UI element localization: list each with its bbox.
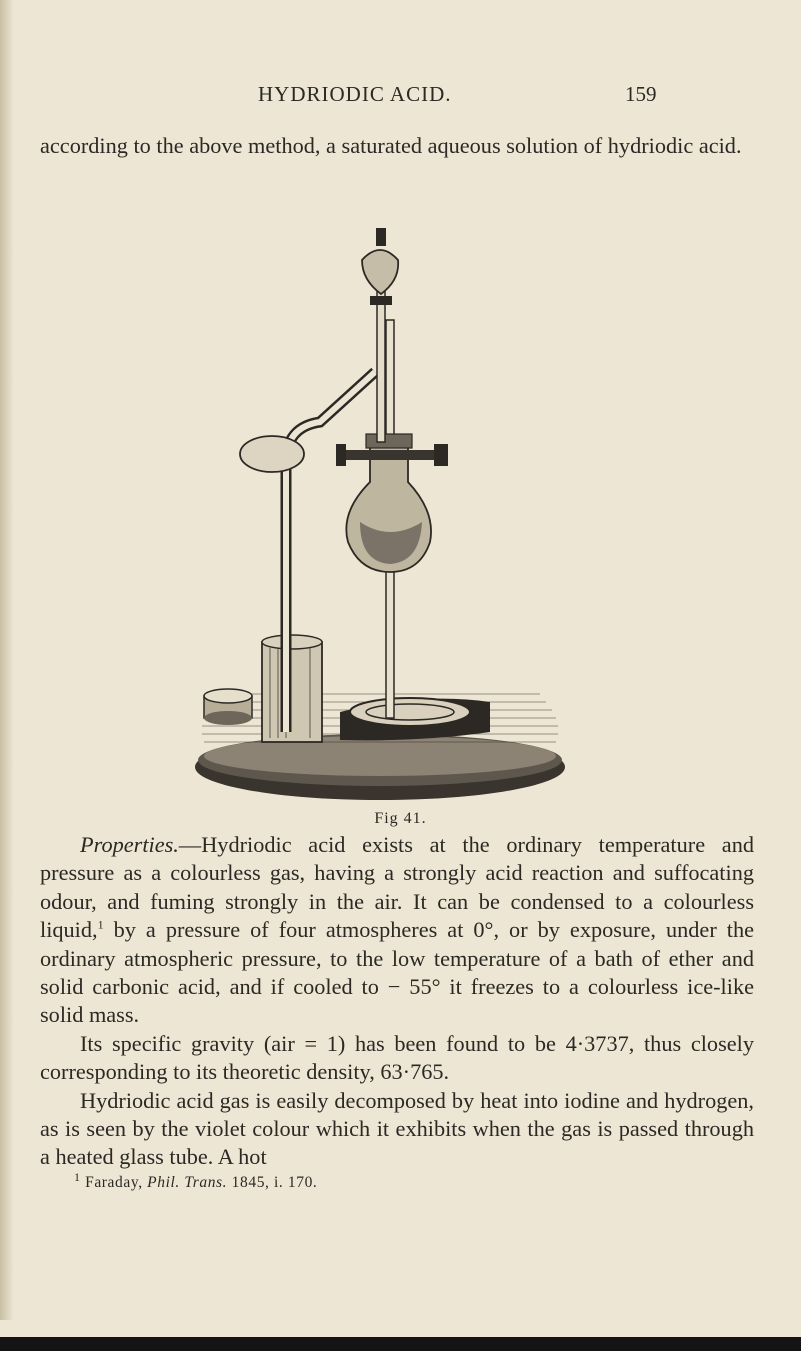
collecting-jar <box>262 635 322 742</box>
tube-bend <box>240 436 304 472</box>
properties-section <box>40 831 754 1172</box>
footnote-marker: 1 <box>97 917 104 932</box>
footnote-journal: Phil. Trans. <box>147 1174 228 1191</box>
gravity-paragraph: Its specific gravity (air = 1) has been found to be 4·3737, thus closely corresponding to its theoretic density, 63·765. <box>40 1030 754 1085</box>
footnote-author: Faraday, <box>85 1174 143 1191</box>
apparatus-illustration <box>190 212 570 804</box>
decomposition-paragraph: Hydriodic acid gas is easily decomposed by heat into iodine and hydrogen, as is seen by the violet colour which it exhibits when the gas is passed through a heated glass tube. A hot <box>40 1087 754 1170</box>
scan-bottom-edge <box>0 1337 801 1351</box>
footnote-number: 1 <box>74 1169 81 1184</box>
figure-caption: Fig 41. <box>374 810 427 827</box>
footnote <box>74 1169 318 1192</box>
paragraph-top <box>40 132 754 160</box>
paragraph-top-text: according to the above method, a saturated aqueous solution of hydriodic acid. <box>40 133 742 158</box>
properties-text-1: —Hydriodic acid exists at the ordinary temperature and pressure as a colourless gas, having a strongly acid reaction and suffocating odour, and fuming strongly in the air. It can be condensed to a colourless liquid, <box>40 832 754 943</box>
running-header <box>0 82 801 108</box>
page-number: 159 <box>625 82 657 106</box>
small-dish <box>204 689 252 725</box>
header-title: HYDRIODIC ACID. <box>258 82 452 106</box>
properties-lead: Properties. <box>80 832 179 857</box>
properties-text-2: by a pressure of four atmospheres at 0°, or by exposure, under the ordinary atmospheric pressure, to the low temperature of a bath of ether and solid carbonic acid, and if cooled to − 55° it freezes to a colourless ice-like solid mass. <box>40 917 754 1028</box>
page-edge-shadow <box>0 0 14 1320</box>
properties-paragraph <box>40 831 754 1030</box>
footnote-ref: 1845, i. 170. <box>231 1174 318 1191</box>
